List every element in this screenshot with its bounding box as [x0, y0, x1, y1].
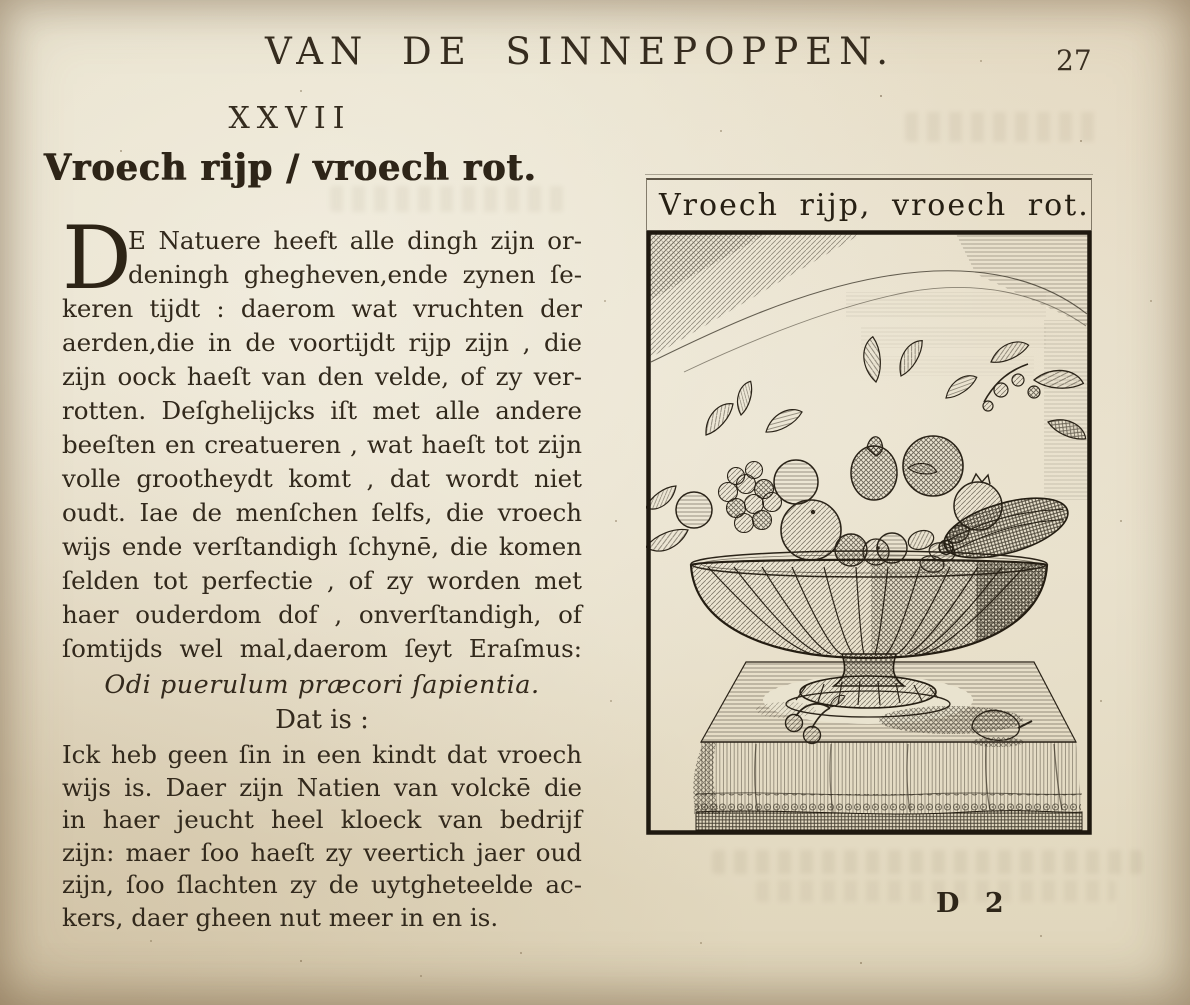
text-line: Ick heb geen ſin in een kindt dat vroech — [62, 740, 582, 769]
section-number: XXVII — [228, 101, 352, 136]
text-line: keren tijdt : daerom wat vruchten der — [62, 294, 582, 323]
text-line: wijs ende verſtandigh ſchynē, die komen — [62, 532, 582, 561]
running-header-title: VAN DE SINNEPOPPEN. — [264, 30, 896, 73]
text-line: volle grootheydt komt , dat wordt niet — [62, 464, 582, 493]
page-number: 27 — [1056, 44, 1092, 77]
emblem-engraving — [646, 230, 1092, 835]
signature-mark: D 2 — [936, 888, 1004, 919]
text-line: oudt. Iae de menſchen ſelfs, die vroech — [62, 498, 582, 527]
emblem-motto-blackletter: Vroech rijp / vroech rot. — [43, 147, 537, 189]
pear-upright — [851, 437, 897, 500]
overhanging-fruit — [676, 492, 712, 528]
ink-show-through — [330, 186, 565, 212]
dat-is-label: Dat is : — [275, 705, 369, 735]
text-line: zijn oock haeſt van den velde, of zy ver- — [62, 362, 582, 391]
drop-cap: D — [62, 207, 132, 309]
text-line: ſomtijds wel mal,daerom ſeyt Eraſmus: — [62, 634, 582, 663]
paragraph-translation — [62, 739, 582, 934]
paragraph-opening — [62, 207, 582, 666]
ink-show-through — [905, 112, 1100, 142]
plate-caption-band — [646, 178, 1092, 230]
latin-quote: Odi puerulum præcori ſapientia. — [104, 670, 540, 700]
text-line: rotten. Deſghelijcks iſt met alle andere — [62, 396, 582, 425]
body-column — [62, 207, 582, 934]
text-line: wijs is. Daer zijn Natien van volckē die — [62, 772, 582, 802]
plate-caption: Vroech rijp, vroech rot. — [659, 187, 1090, 223]
text-line: beeſten en creatueren , wat haeſt tot zijn — [62, 430, 582, 459]
paper-specks — [0, 0, 2, 2]
text-line: E Natuere heeft alle dingh zijn or- — [128, 226, 582, 255]
text-line: in haer jeucht heel kloeck van bedrijf — [62, 805, 582, 834]
text-line: kers, daer gheen nut meer in en is. — [62, 902, 499, 932]
ink-show-through — [712, 850, 1142, 874]
apple — [774, 460, 818, 504]
emblem-plate — [646, 178, 1092, 835]
text-line: zijn, ſoo ſlachten zy de uytgheteelde ac- — [62, 870, 582, 899]
text-line: deningh ghegheven,ende zynen ſe- — [128, 260, 582, 289]
text-line: aerden,die in de voortijdt rijp zijn , die — [62, 328, 582, 357]
grape-cluster — [719, 462, 782, 533]
text-line: ſelden tot perfectie , of zy worden met — [62, 566, 582, 595]
text-line: haer ouderdom dof , onverſtandigh, of — [62, 600, 582, 629]
apple-large — [903, 436, 963, 496]
text-line: zijn: maer ſoo haeſt zy veertich jaer oud — [62, 837, 582, 867]
